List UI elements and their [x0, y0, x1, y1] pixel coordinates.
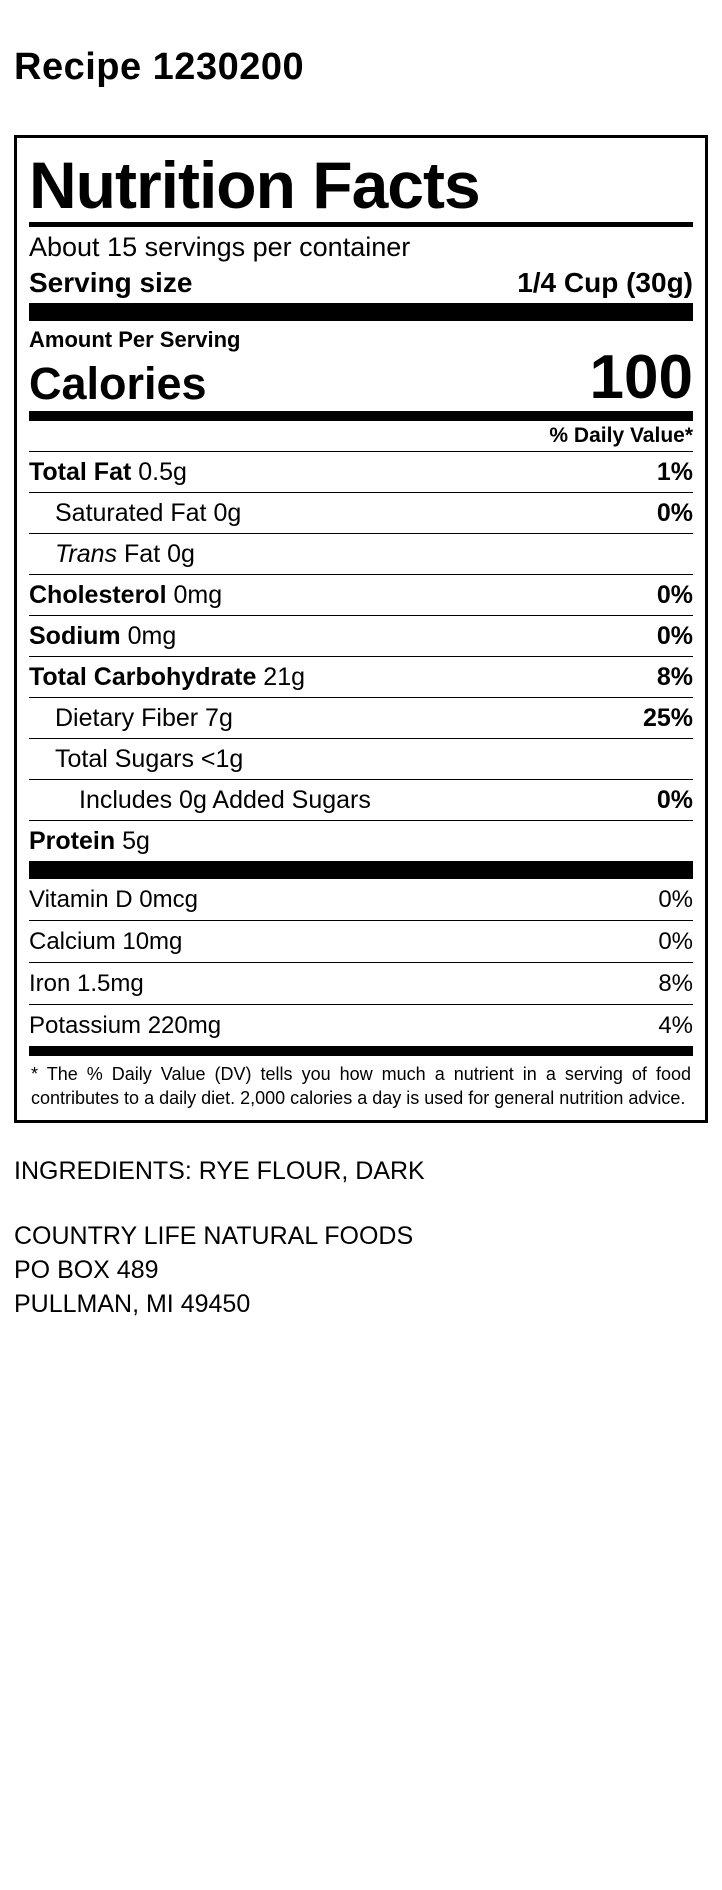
nutrient-amount: 0mg: [127, 621, 177, 650]
micronutrient-dv: 0%: [658, 885, 693, 913]
nutrient-name: Protein: [29, 826, 116, 855]
nutrient-amount: <1g: [200, 744, 244, 773]
nutrient-row-protein: [29, 821, 693, 861]
micronutrient-row-potassium: [29, 1005, 693, 1046]
nutrient-amount: 0mg: [173, 580, 223, 609]
nutrient-amount: 0g: [213, 498, 242, 527]
nutrient-row-sodium: [29, 616, 693, 656]
company-city-state-zip: PULLMAN, MI 49450: [14, 1289, 251, 1318]
nutrient-amount: 5g: [122, 826, 150, 855]
nutrition-facts-heading: Nutrition Facts: [29, 148, 480, 222]
ingredients-text: INGREDIENTS: RYE FLOUR, DARK: [14, 1157, 425, 1186]
nutrient-name: Includes 0g Added Sugars: [79, 785, 371, 814]
nutrition-facts-panel: [14, 135, 708, 1123]
micronutrient-row-iron: [29, 963, 693, 1004]
nutrient-row-cholesterol: [29, 575, 693, 615]
nutrient-name: Saturated Fat: [55, 498, 207, 527]
daily-value-header: % Daily Value*: [549, 423, 693, 447]
serving-size-row: [29, 267, 693, 299]
nutrient-dv: 0%: [656, 621, 693, 650]
daily-value-footnote: * The % Daily Value (DV) tells you how much a nutrient in a serving of food contributes to a daily diet. 2,000 calories a day is used for general nutrition advice.: [31, 1063, 691, 1109]
micronutrient-name: Vitamin D 0mcg: [29, 885, 198, 913]
nutrient-row-total-carbohydrate: [29, 657, 693, 697]
divider-thick-bottom: [29, 861, 693, 879]
micronutrient-row-calcium: [29, 921, 693, 962]
nutrient-name: Total Sugars: [55, 744, 194, 773]
micronutrient-dv: 4%: [658, 1011, 693, 1039]
nutrient-amount: 21g: [263, 662, 306, 691]
serving-size-label: Serving size: [29, 266, 193, 298]
divider-thick-top: [29, 303, 693, 321]
micronutrient-dv: 8%: [658, 969, 693, 997]
nutrient-amount: 7g: [205, 703, 233, 732]
nutrient-name: Sodium: [29, 621, 121, 650]
divider-above-footnote: [29, 1046, 693, 1056]
nutrient-name: Total Fat: [29, 457, 132, 486]
nutrient-dv: 25%: [642, 703, 693, 732]
nutrient-amount: Fat 0g: [124, 539, 195, 568]
nutrient-row-trans-fat: [29, 534, 693, 574]
calories-value: 100: [589, 342, 693, 412]
page-title: Recipe 1230200: [14, 46, 305, 88]
divider-under-calories: [29, 411, 693, 421]
nutrient-dv: 0%: [656, 498, 693, 527]
nutrient-row-added-sugars: [29, 780, 693, 820]
servings-per-container: About 15 servings per container: [29, 232, 411, 262]
micronutrient-row-vitamin-d: [29, 879, 693, 920]
nutrient-name: Total Carbohydrate: [29, 662, 257, 691]
nutrient-row-total-sugars: [29, 739, 693, 779]
nutrient-amount: 0.5g: [138, 457, 187, 486]
company-po-box: PO BOX 489: [14, 1256, 159, 1285]
nutrient-name: Trans: [55, 539, 118, 568]
nutrient-dv: 1%: [656, 457, 693, 486]
micronutrient-dv: 0%: [658, 927, 693, 955]
company-address: [14, 1220, 722, 1321]
micronutrient-name: Calcium 10mg: [29, 927, 183, 955]
nutrient-dv: 0%: [656, 580, 693, 609]
serving-size-value: 1/4 Cup (30g): [517, 266, 693, 298]
amount-per-serving-label: Amount Per Serving: [29, 326, 241, 352]
nutrient-row-total-fat: [29, 452, 693, 492]
nutrition-label-page: [0, 46, 722, 1322]
nutrient-dv: 8%: [656, 662, 693, 691]
calories-label: Calories: [29, 358, 207, 410]
nutrient-dv: 0%: [656, 785, 693, 814]
nutrient-name: Cholesterol: [29, 580, 167, 609]
micronutrient-name: Iron 1.5mg: [29, 969, 144, 997]
calories-row: [29, 342, 693, 412]
nutrient-row-saturated-fat: [29, 493, 693, 533]
divider-under-title: [29, 222, 693, 227]
company-name: COUNTRY LIFE NATURAL FOODS: [14, 1222, 414, 1251]
nutrient-row-dietary-fiber: [29, 698, 693, 738]
nutrient-name: Dietary Fiber: [55, 703, 199, 732]
micronutrient-name: Potassium 220mg: [29, 1011, 222, 1039]
